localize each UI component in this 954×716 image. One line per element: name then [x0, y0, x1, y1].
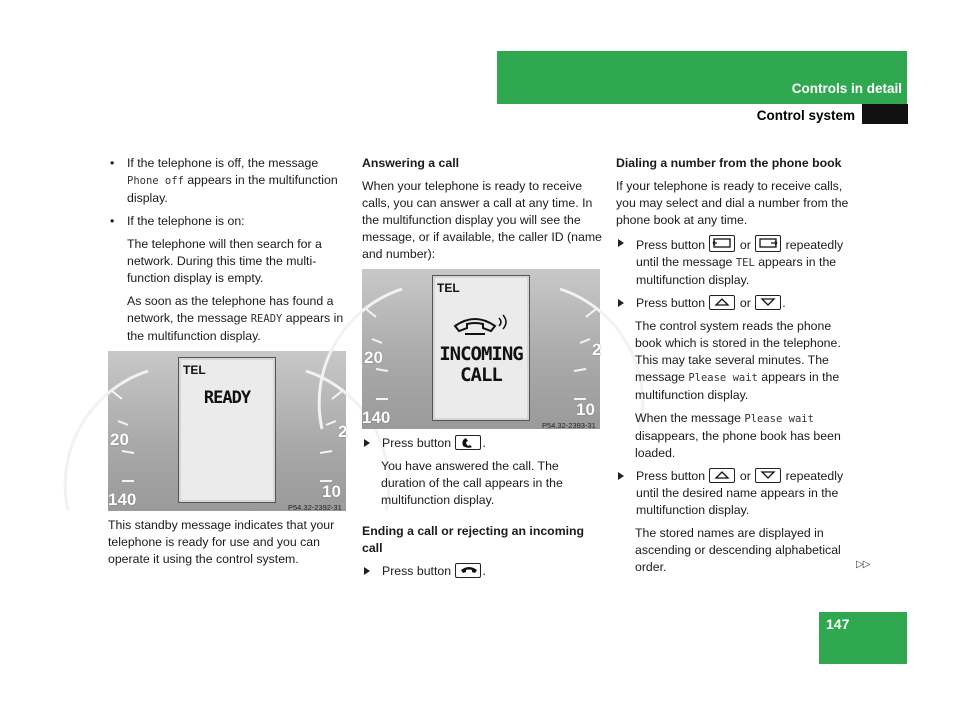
- section-title: Controls in detail: [791, 81, 902, 96]
- step-scroll: Press button or .: [616, 295, 860, 312]
- paragraph-loaded: When the message Please wait disappears, the phone book has been loaded.: [635, 411, 841, 460]
- up-button-icon: [709, 295, 735, 310]
- paragraph-ready: As soon as the telephone has found a network, the message READY appears in the multifunction display.: [127, 294, 344, 343]
- step-select-name: Press button or repeatedly until the desired name appears in the multifunction display.: [616, 468, 860, 519]
- down-button-icon: [755, 468, 781, 483]
- column-2: [362, 155, 602, 586]
- header-bar: [497, 51, 907, 104]
- display-right-button-icon: [755, 235, 781, 252]
- heading-ending: Ending a call or rejecting an incoming call: [362, 524, 585, 555]
- answer-call-button-icon: [455, 435, 481, 450]
- column-1: [108, 155, 348, 574]
- down-button-icon: [755, 295, 781, 310]
- lcd-screen: TEL READY: [178, 357, 276, 503]
- paragraph-standby: This standby message indicates that your telephone is ready for use and you can operate it using the control system.: [108, 518, 335, 566]
- up-button-icon: [709, 468, 735, 483]
- paragraph-dialing: If your telephone is ready to receive calls, you may select and dial a number from the phone book at any time.: [616, 179, 849, 227]
- paragraph-answered: You have answered the call. The duration of the call appears in the multifunction display.: [381, 459, 563, 507]
- column-3: [616, 155, 860, 582]
- paragraph-answering: When your telephone is ready to receive calls, you can answer a call at any time. In the multifunction display you will see the message, or if available, the caller ID (name and number):: [362, 179, 602, 261]
- figure-code: P54.32-2393-31: [542, 421, 596, 430]
- figure-ready-display: TEL READY 20 140 2 10 P54.32-2392-31: [108, 351, 346, 511]
- section-subtitle: Control system: [756, 108, 855, 123]
- paragraph-search: The telephone will then search for a network. During this time the multi-function display is empty.: [127, 237, 322, 285]
- step-end: Press button .: [362, 563, 602, 580]
- step-answer: Press button .: [362, 435, 602, 452]
- continued-marker: ▷▷: [856, 559, 870, 570]
- page-number: 147: [826, 616, 850, 632]
- bullet-phone-on: • If the telephone is on:: [108, 213, 348, 230]
- step-select-tel: Press button or repeatedly until the message TEL appears in the multifunction display.: [616, 235, 860, 289]
- lcd-screen: TEL INCOMING CALL: [432, 275, 530, 421]
- heading-answering: Answering a call: [362, 156, 460, 170]
- display-left-button-icon: [709, 235, 735, 252]
- ringing-phone-icon: [451, 312, 511, 338]
- heading-dialing: Dialing a number from the phone book: [616, 156, 842, 170]
- paragraph-order: The stored names are displayed in ascending or descending alphabetical order.: [635, 526, 841, 574]
- bullet-phone-off: • If the telephone is off, the message Phone off appears in the multifunction display.: [108, 155, 348, 207]
- end-call-button-icon: [455, 563, 481, 578]
- figure-code: P54.32-2392-31: [288, 503, 342, 512]
- header-tab-marker: [862, 104, 908, 124]
- figure-incoming-call: TEL INCOMING CALL 20 140 2 10 P54.32-2393-31: [362, 269, 600, 429]
- paragraph-reads: The control system reads the phone book which is stored in the telephone. This may take several minutes. The message Please wait appears in the multifunction display.: [635, 319, 841, 402]
